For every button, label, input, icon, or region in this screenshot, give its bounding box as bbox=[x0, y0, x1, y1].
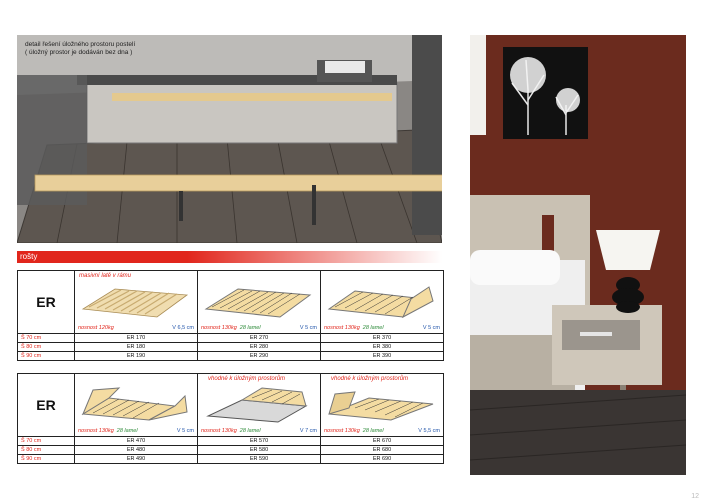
product-spec bbox=[78, 325, 194, 331]
product-caption: masivní latě v rámu bbox=[79, 273, 132, 279]
table-row bbox=[18, 334, 444, 343]
product-cell bbox=[198, 374, 321, 437]
width-label: Š 90 cm bbox=[18, 455, 75, 464]
product-cell bbox=[75, 271, 198, 334]
table-row bbox=[18, 271, 444, 334]
slat-count: 28 lamel bbox=[116, 428, 138, 434]
product-spec bbox=[324, 325, 440, 331]
slat-count: 28 lamel bbox=[362, 428, 384, 434]
product-cell bbox=[75, 374, 198, 437]
width-label: Š 80 cm bbox=[18, 343, 75, 352]
series-label: ER bbox=[18, 374, 75, 437]
table-row bbox=[18, 343, 444, 352]
product-code: ER 690 bbox=[321, 455, 444, 464]
slat-count: 28 lamel bbox=[239, 428, 261, 434]
section-title: rošty bbox=[20, 252, 38, 261]
height-spec: V 5,5 cm bbox=[418, 428, 440, 434]
load-capacity: nosnost 130kg bbox=[201, 325, 237, 331]
product-code: ER 680 bbox=[321, 446, 444, 455]
bedroom-photo bbox=[470, 35, 686, 475]
product-code: ER 170 bbox=[75, 334, 198, 343]
load-capacity: nosnost 130kg bbox=[201, 428, 237, 434]
product-code: ER 670 bbox=[321, 437, 444, 446]
product-code: ER 470 bbox=[75, 437, 198, 446]
slatted-base-image bbox=[325, 281, 437, 321]
caption-line-2: ( úložný prostor je dodáván bez dna ) bbox=[25, 49, 133, 56]
product-cell bbox=[321, 271, 444, 334]
storage-detail-illustration bbox=[17, 35, 442, 243]
height-spec: V 5 cm bbox=[422, 325, 440, 331]
width-label: Š 70 cm bbox=[18, 334, 75, 343]
slatted-base-image bbox=[325, 384, 437, 424]
slatted-base-image bbox=[79, 384, 191, 424]
product-code: ER 270 bbox=[198, 334, 321, 343]
product-code: ER 390 bbox=[321, 352, 444, 361]
product-cell bbox=[321, 374, 444, 437]
slatted-base-image bbox=[202, 281, 314, 321]
height-spec: V 6,5 cm bbox=[172, 325, 194, 331]
slatted-base-image bbox=[79, 281, 191, 321]
page-number: 12 bbox=[691, 493, 699, 500]
product-cell bbox=[198, 271, 321, 334]
product-code: ER 280 bbox=[198, 343, 321, 352]
slat-count: 28 lamel bbox=[362, 325, 384, 331]
caption bbox=[25, 41, 135, 57]
width-label: Š 70 cm bbox=[18, 437, 75, 446]
slat-count: 28 lamel bbox=[239, 325, 261, 331]
product-caption: vhodné k úložným prostorům bbox=[331, 376, 409, 382]
product-code: ER 570 bbox=[198, 437, 321, 446]
product-code: ER 370 bbox=[321, 334, 444, 343]
height-spec: V 7 cm bbox=[299, 428, 317, 434]
product-code: ER 580 bbox=[198, 446, 321, 455]
load-capacity: nosnost 120kg bbox=[78, 325, 114, 331]
series-label: ER bbox=[18, 271, 75, 334]
product-code: ER 590 bbox=[198, 455, 321, 464]
table-row bbox=[18, 352, 444, 361]
table-row bbox=[18, 446, 444, 455]
product-code: ER 180 bbox=[75, 343, 198, 352]
product-spec bbox=[324, 428, 440, 434]
product-table-1 bbox=[17, 270, 444, 361]
table-row bbox=[18, 455, 444, 464]
product-code: ER 490 bbox=[75, 455, 198, 464]
height-spec: V 5 cm bbox=[176, 428, 194, 434]
height-spec: V 5 cm bbox=[299, 325, 317, 331]
product-spec bbox=[201, 325, 317, 331]
load-capacity: nosnost 130kg bbox=[324, 428, 360, 434]
bedroom-illustration bbox=[470, 35, 686, 475]
product-spec bbox=[78, 428, 194, 434]
product-caption: vhodné k úložným prostorům bbox=[208, 376, 286, 382]
product-spec bbox=[201, 428, 317, 434]
width-label: Š 80 cm bbox=[18, 446, 75, 455]
product-code: ER 380 bbox=[321, 343, 444, 352]
product-table-2 bbox=[17, 373, 444, 464]
table-row bbox=[18, 374, 444, 437]
width-label: Š 90 cm bbox=[18, 352, 75, 361]
section-header bbox=[17, 251, 442, 263]
slatted-base-image bbox=[202, 384, 314, 424]
load-capacity: nosnost 130kg bbox=[324, 325, 360, 331]
product-code: ER 290 bbox=[198, 352, 321, 361]
product-code: ER 190 bbox=[75, 352, 198, 361]
caption-line-1: detail řešení úložného prostoru postelí bbox=[25, 41, 136, 48]
storage-detail-photo bbox=[17, 35, 442, 243]
load-capacity: nosnost 130kg bbox=[78, 428, 114, 434]
table-row bbox=[18, 437, 444, 446]
product-code: ER 480 bbox=[75, 446, 198, 455]
